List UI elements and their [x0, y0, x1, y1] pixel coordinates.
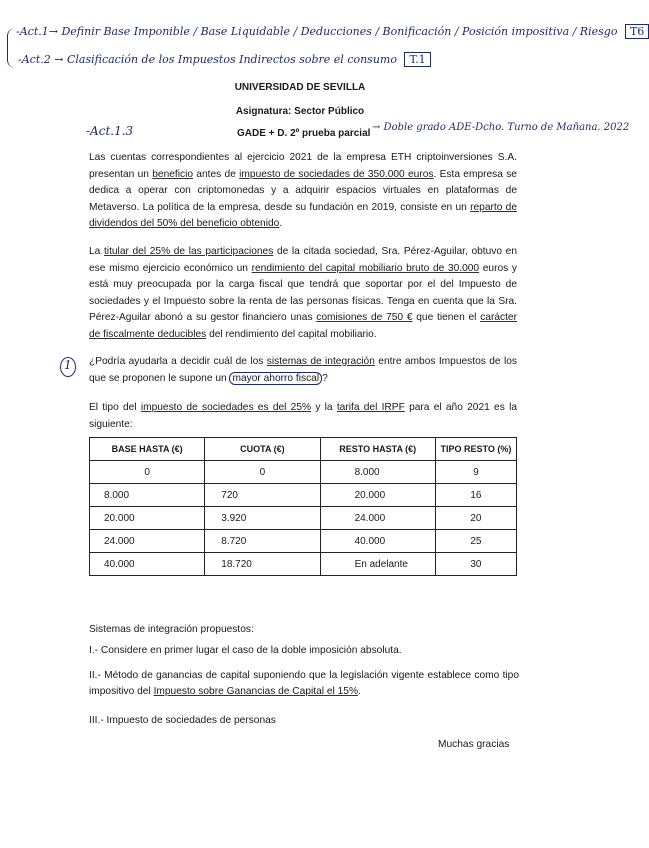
annotation-act3-note: → Doble grado ADE-Dcho. Turno de Mañana. 2022: [372, 122, 630, 133]
p2-text-c: de la citada sociedad, Sra. Pérez-Aguilar, obtuvo en ese mismo ejercicio económico un: [89, 246, 517, 274]
tax-intro: [89, 400, 517, 433]
p1-text-e: . Esta empresa se dedica a operar con criptomonedas y a adquirir espacios virtuales en plataformas de Metaverso. La política de la empresa, desde su fundación en 2019, consiste en un: [89, 168, 517, 213]
system-item-2: [89, 668, 519, 700]
annotation-line-1: [16, 24, 649, 39]
paragraph-shareholder: [89, 244, 517, 343]
tax-intro-c: y la: [311, 402, 337, 413]
p2-text-e: euros y está muy preocupada por la carga fiscal que tendrá que soportar por el del Impuesto de sociedades y el Impuesto sobre la renta de las personas físicas. Tenga en cuenta que la Sra. Pérez-Aguilar abonó a su gestor financiero unas: [89, 262, 517, 323]
question-text-e: ?: [322, 372, 328, 384]
tax-intro-corporate: impuesto de sociedades es del 25%: [140, 402, 312, 413]
table-cell: 3.920: [205, 507, 320, 530]
table-cell: 40.000: [320, 530, 435, 553]
question-systems: sistemas de integración: [266, 356, 375, 367]
p2-commissions: comisiones de 750 €: [316, 312, 413, 323]
university-title: UNIVERSIDAD DE SEVILLA: [234, 82, 366, 93]
closing-text: Muchas gracias: [438, 739, 510, 750]
table-header-resto: RESTO HASTA (€): [320, 438, 435, 461]
table-cell: 8.000: [90, 484, 205, 507]
p1-text-a: Las cuentas correspondientes al ejercicio 2021 de la empresa ETH criptoinversiones S.A. presentan un: [89, 152, 517, 180]
question-text-c: entre ambos Impuestos de los que se proponen le supone un: [89, 356, 517, 384]
table-cell: 40.000: [90, 553, 205, 576]
tax-intro-e: para el año 2021 es la siguiente:: [89, 402, 517, 430]
table-row: [90, 461, 517, 484]
annotation-line-2: [18, 52, 431, 67]
subject-title: Asignatura: Sector Público: [235, 106, 365, 117]
annotation-box-t6: T6: [625, 24, 649, 39]
system-item-2-c: .: [358, 686, 361, 697]
table-cell: 8.000: [320, 461, 435, 484]
p1-text-c: antes de: [193, 168, 240, 180]
table-cell: 20: [435, 507, 516, 530]
p1-profit: beneficio: [152, 168, 194, 180]
system-item-2-a: II.- Método de ganancias de capital suponiendo que la legislación vigente establece como tipo impositivo del: [89, 670, 519, 697]
annotation-line-2-text: -Act.2 → Clasificación de los Impuestos Indirectos sobre el consumo: [18, 53, 397, 66]
table-cell: 0: [90, 461, 205, 484]
irpf-table: [89, 437, 517, 576]
table-cell: En adelante: [320, 553, 435, 576]
system-item-2-capital-gains: Impuesto sobre Ganancias de Capital el 15%: [153, 686, 358, 697]
table-cell: 30: [435, 553, 516, 576]
p2-text-g: que tienen el: [412, 312, 481, 323]
system-item-3: III.- Impuesto de sociedades de personas: [89, 715, 276, 726]
question-saving: mayor ahorro fiscal: [229, 372, 322, 385]
table-cell: 20.000: [90, 507, 205, 530]
table-cell: 25: [435, 530, 516, 553]
annotation-box-t1: T.1: [404, 52, 430, 67]
p2-capital-income: rendimiento del capital mobiliario bruto de 30.000: [251, 262, 480, 274]
annotation-line-1-text: -Act.1→ Definir Base Imponible / Base Liquidable / Deducciones / Bonificación / Posición impositiva / Riesgo: [16, 25, 618, 38]
table-cell: 720: [205, 484, 320, 507]
annotation-act3: -Act.1.3: [86, 124, 134, 138]
table-cell: 20.000: [320, 484, 435, 507]
question-text-a: ¿Podría ayudarla a decidir cuál de los: [89, 356, 267, 367]
table-cell: 0: [205, 461, 320, 484]
p2-deductible: carácter de fiscalmente deducibles: [89, 312, 517, 340]
p2-text-i: del rendimiento del capital mobiliario.: [206, 328, 377, 340]
systems-title: Sistemas de integración propuestos:: [89, 624, 254, 635]
table-row: [90, 507, 517, 530]
table-header-tipo: TIPO RESTO (%): [435, 438, 516, 461]
table-cell: 24.000: [320, 507, 435, 530]
table-row: [90, 553, 517, 576]
table-row: [90, 530, 517, 553]
p2-shareholder: titular del 25% de las participaciones: [103, 246, 274, 257]
paragraph-company: [89, 150, 517, 233]
tax-intro-a: El tipo del: [89, 402, 141, 413]
question-circle-number: 1: [64, 358, 72, 372]
question-paragraph: [89, 354, 517, 387]
tax-intro-irpf: tarifa del IRPF: [336, 402, 405, 413]
p1-text-g: .: [279, 218, 283, 229]
table-row: [90, 484, 517, 507]
table-cell: 8.720: [205, 530, 320, 553]
table-cell: 16: [435, 484, 516, 507]
p2-text-a: La: [89, 246, 104, 257]
p1-corporate-tax: impuesto de sociedades de 350.000 euros: [239, 168, 434, 180]
p1-dividends: reparto de dividendos del 50% del beneficio obtenido: [89, 201, 517, 229]
exam-title: GADE + D. 2º prueba parcial: [237, 128, 371, 139]
system-item-1: I.- Considere en primer lugar el caso de la doble imposición absoluta.: [89, 645, 402, 656]
table-cell: 9: [435, 461, 516, 484]
table-cell: 18.720: [205, 553, 320, 576]
table-header-cuota: CUOTA (€): [205, 438, 320, 461]
table-header-row: [90, 438, 517, 461]
table-cell: 24.000: [90, 530, 205, 553]
table-header-base: BASE HASTA (€): [90, 438, 205, 461]
